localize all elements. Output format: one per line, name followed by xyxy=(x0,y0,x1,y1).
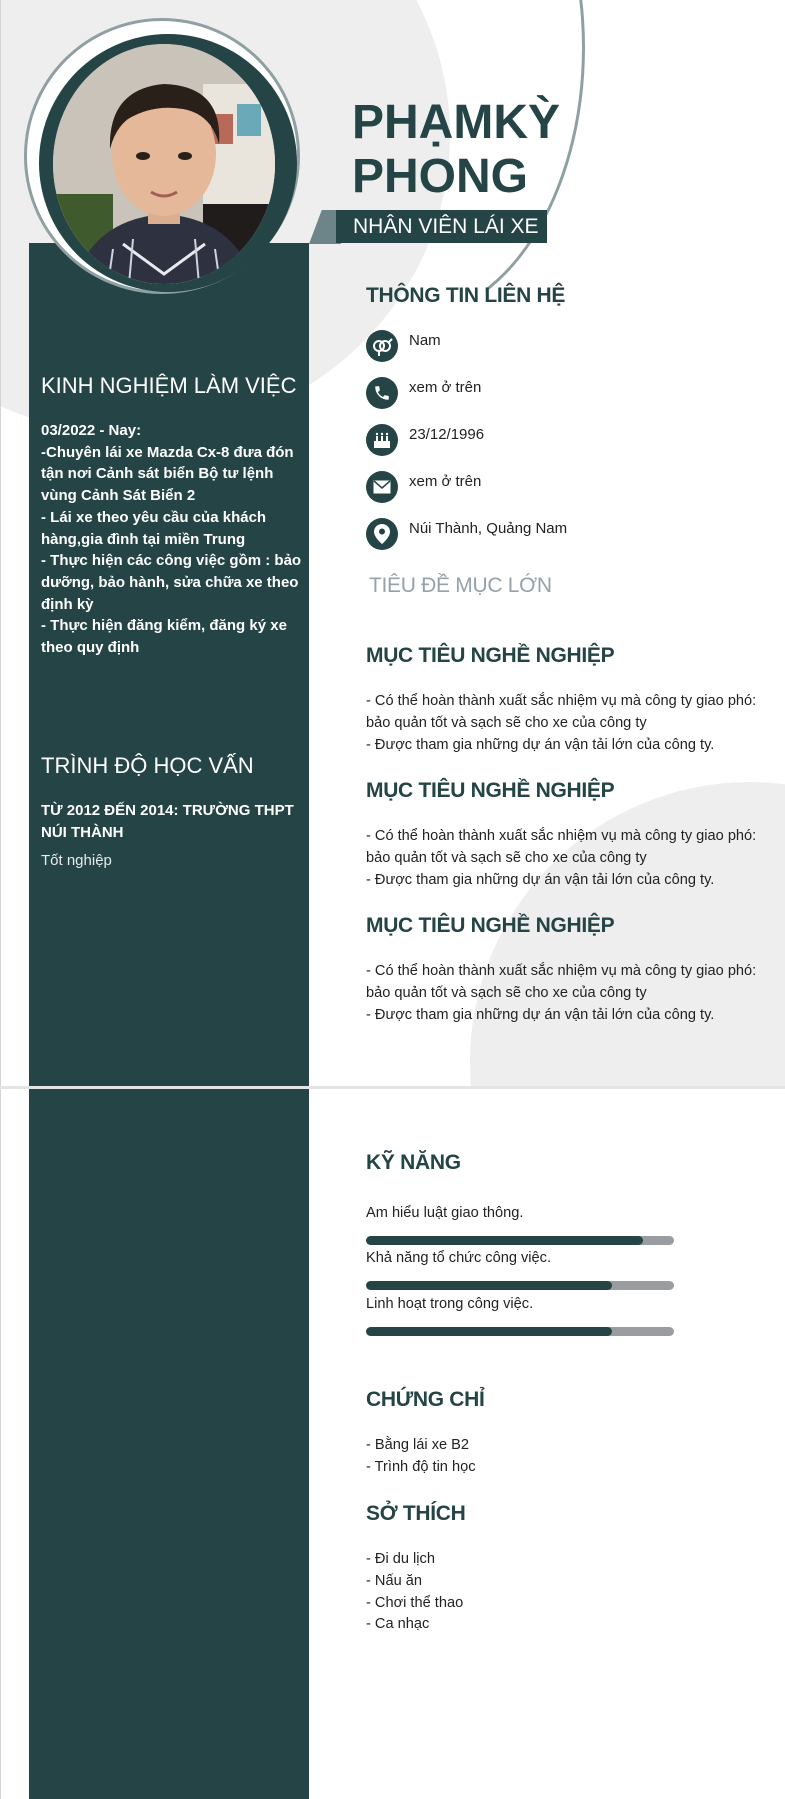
objective-text: - Có thể hoàn thành xuất sắc nhiệm vụ mà công ty giao phó: bảo quản tốt và sạch sẽ cho xe của công ty - Được tham gia những dự án vận tải lớn của công ty. xyxy=(366,963,757,1023)
contact-heading: THÔNG TIN LIÊN HỆ xyxy=(366,284,566,307)
experience-heading: KINH NGHIỆM LÀM VIỆC xyxy=(41,373,297,398)
contact-text: xem ở trên xyxy=(409,473,482,490)
certificates-heading: CHỨNG CHỈ xyxy=(366,1388,485,1411)
skill-bar xyxy=(366,1327,674,1336)
page-title xyxy=(352,96,612,204)
skill-label: Am hiểu luật giao thông. xyxy=(366,1205,524,1221)
skills-heading: KỸ NĂNG xyxy=(366,1151,461,1174)
phone-icon xyxy=(366,377,398,409)
certificates-text: - Bằng lái xe B2 - Trình độ tin học xyxy=(366,1437,476,1475)
skill-label: Khả năng tổ chức công việc. xyxy=(366,1250,552,1266)
cv-page-2 xyxy=(0,1089,785,1799)
objective-text: - Có thể hoàn thành xuất sắc nhiệm vụ mà công ty giao phó: bảo quản tốt và sạch sẽ cho xe của công ty - Được tham gia những dự án vận tải lớn của công ty. xyxy=(366,828,757,888)
birthday-cake-icon xyxy=(366,424,398,456)
education-school: TỪ 2012 ĐẾN 2014: TRƯỜNG THPT NÚI THÀNH xyxy=(41,802,294,841)
gender-icon xyxy=(366,330,398,362)
name-first: PHẠMKỲ xyxy=(352,96,561,149)
section-placeholder-heading: TIÊU ĐỀ MỤC LỚN xyxy=(369,574,552,597)
avatar xyxy=(53,44,275,284)
skill-bar xyxy=(366,1281,674,1290)
education-heading: TRÌNH ĐỘ HỌC VẤN xyxy=(41,753,254,778)
contact-text: Nam xyxy=(409,332,441,349)
skill-label: Linh hoạt trong công việc. xyxy=(366,1296,534,1312)
objective-heading: MỤC TIÊU NGHỀ NGHIỆP xyxy=(366,779,615,802)
sidebar xyxy=(29,1089,309,1799)
objective-heading: MỤC TIÊU NGHỀ NGHIỆP xyxy=(366,914,615,937)
contact-text: xem ở trên xyxy=(409,379,482,396)
contact-text: Núi Thành, Quảng Nam xyxy=(409,520,568,537)
email-icon xyxy=(366,471,398,503)
job-title: NHÂN VIÊN LÁI XE xyxy=(336,210,547,243)
objective-heading: MỤC TIÊU NGHỀ NGHIỆP xyxy=(366,644,615,667)
name-last: PHONG xyxy=(352,150,529,203)
sidebar xyxy=(29,243,309,1086)
education-result: Tốt nghiệp xyxy=(41,852,112,869)
skill-bar-fill xyxy=(366,1327,612,1336)
hobbies-heading: SỞ THÍCH xyxy=(366,1502,466,1525)
location-pin-icon xyxy=(366,518,398,550)
skill-bar-fill xyxy=(366,1236,643,1245)
experience-text: 03/2022 - Nay: -Chuyên lái xe Mazda Cx-8 đưa đón tận nơi Cảnh sát biển Bộ tư lệnh vùng Cảnh Sát Biển 2 - Lái xe theo yêu cầu của khách hàng,gia đình tại miền Trung - Thực hiện các công việc gồm : bảo dưỡng, bảo hành, sửa chữa xe theo định kỳ - Thực hiện đăng kiểm, đăng ký xe theo quy định xyxy=(41,422,302,657)
objective-text: - Có thể hoàn thành xuất sắc nhiệm vụ mà công ty giao phó: bảo quản tốt và sạch sẽ cho xe của công ty - Được tham gia những dự án vận tải lớn của công ty. xyxy=(366,693,757,753)
contact-text: 23/12/1996 xyxy=(409,426,485,443)
skill-bar xyxy=(366,1236,674,1245)
skill-bar-fill xyxy=(366,1281,612,1290)
hobbies-text: - Đi du lịch - Nấu ăn - Chơi thể thao - Ca nhạc xyxy=(366,1551,464,1633)
